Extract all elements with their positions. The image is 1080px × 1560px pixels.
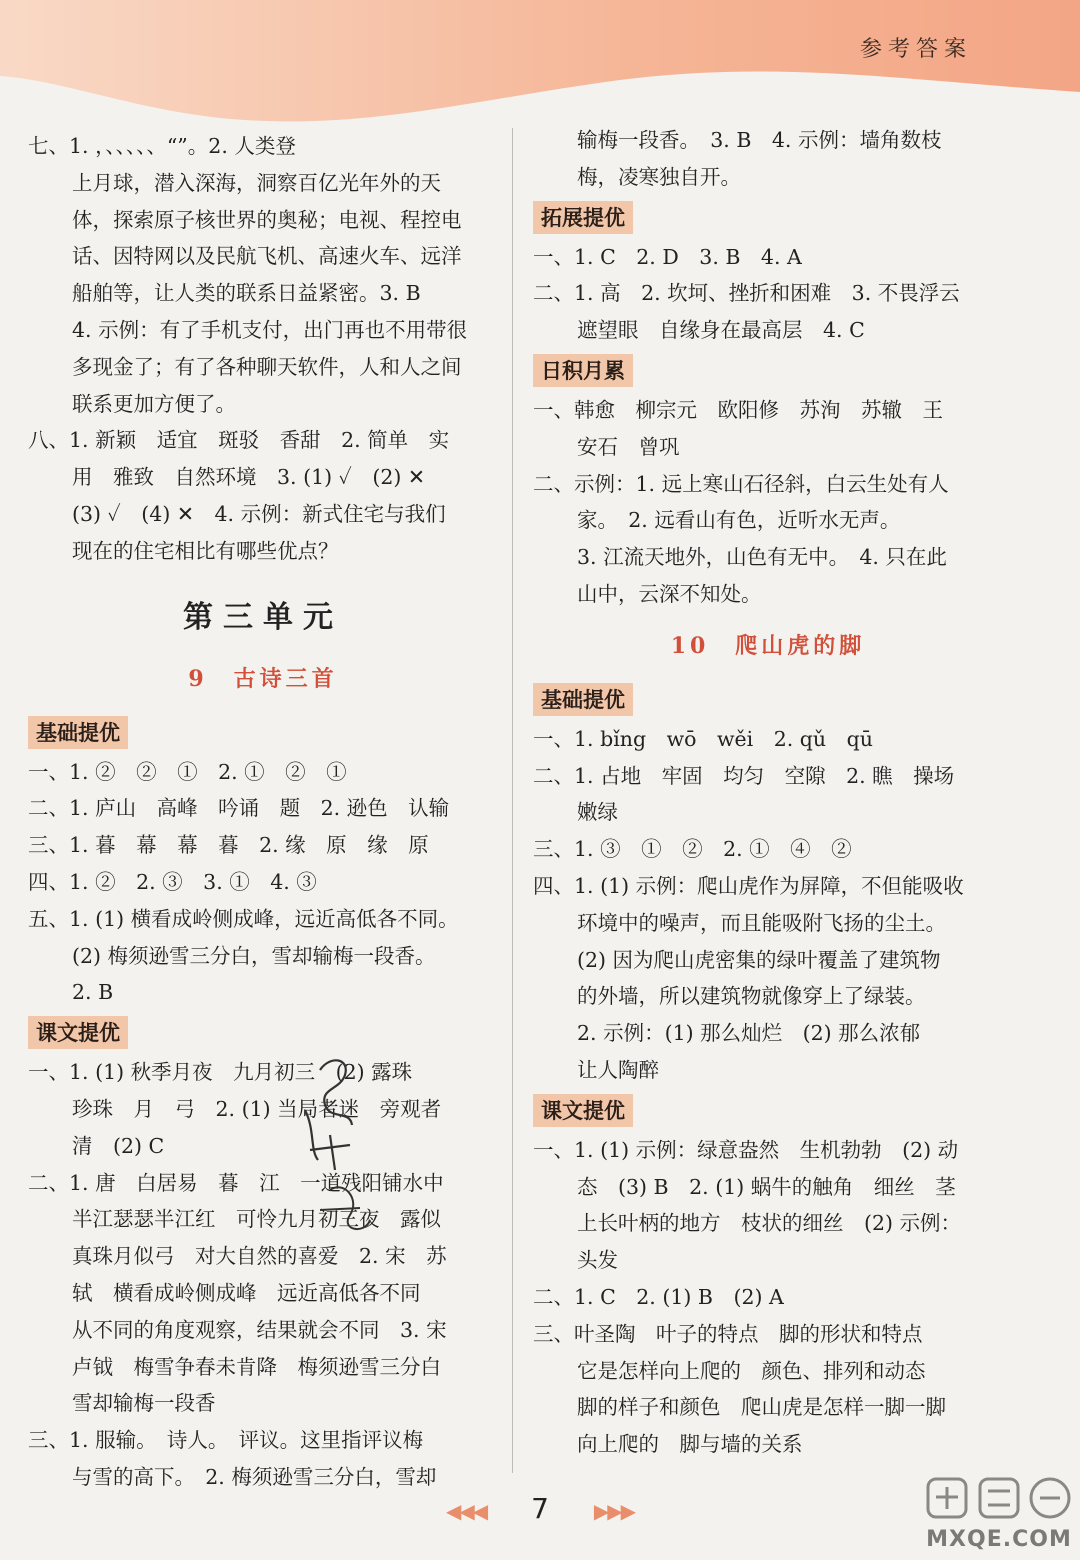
- text-line: 从不同的角度观察，结果就会不同 3. 宋: [72, 1317, 447, 1342]
- text-line: 多现金了；有了各种聊天软件，人和人之间: [72, 354, 462, 379]
- text-line: 三、1. ③ ① ② 2. ① ④ ②: [533, 837, 852, 862]
- text-line: 一、韩愈 柳宗元 欧阳修 苏洵 苏辙 王: [533, 397, 943, 422]
- text-line: (3) ✓ (4) ✕ 4. 示例：新式住宅与我们: [72, 501, 446, 526]
- text-line: 半江瑟瑟半江红 可怜九月初三夜 露似: [72, 1207, 441, 1232]
- header-band: [0, 0, 1080, 140]
- text-line: 卢钺 梅雪争春未肯降 梅须逊雪三分白: [72, 1354, 441, 1379]
- lesson-title: 9 古诗三首: [188, 665, 338, 692]
- text-line: 嫩绿: [577, 800, 618, 825]
- text-line: 脚的样子和颜色 爬山虎是怎样一脚一脚: [577, 1395, 946, 1420]
- text-line: 一、1. ② ② ① 2. ① ② ①: [28, 759, 347, 784]
- text-line: 雪却输梅一段香: [72, 1391, 216, 1416]
- text-line: 二、1. 高 2. 坎坷、挫折和困难 3. 不畏浮云: [533, 281, 960, 306]
- text-line: 真珠月似弓 对大自然的喜爱 2. 宋 苏: [72, 1244, 447, 1269]
- right-column: [533, 120, 1003, 1463]
- text-line: 向上爬的 脚与墙的关系: [577, 1432, 803, 1457]
- text-line: 清 (2) C: [72, 1133, 165, 1158]
- text-line: 话、因特网以及民航飞机、高速火车、远洋: [72, 244, 462, 269]
- text-line: 态 (3) B 2. (1) 蜗牛的触角 细丝 茎: [577, 1174, 956, 1199]
- text-line: (2) 梅须逊雪三分白，雪却输梅一段香。: [72, 943, 436, 968]
- section-tag: 课文提优: [28, 1016, 128, 1049]
- text-line: 联系更加方便了。: [72, 391, 236, 416]
- handwriting-scribble: [290, 1050, 400, 1250]
- column-divider: [512, 128, 513, 1473]
- next-arrows-icon: ▶▶▶: [593, 1499, 634, 1523]
- text-line: 2. 示例：(1) 那么灿烂 (2) 那么浓郁: [577, 1021, 921, 1046]
- header-wave: [0, 0, 1080, 140]
- text-line: 梅，凌寒独自开。: [577, 164, 741, 189]
- header-title: 参考答案: [859, 37, 972, 62]
- text-line: (2) 因为爬山虎密集的绿叶覆盖了建筑物: [577, 947, 941, 972]
- text-line: 的外墙，所以建筑物就像穿上了绿装。: [577, 984, 926, 1009]
- text-line: 二、示例：1. 远上寒山石径斜，白云生处有人: [533, 471, 949, 496]
- text-line: 与雪的高下。 2. 梅须逊雪三分白，雪却: [72, 1464, 437, 1489]
- text-line: 船舶等，让人类的联系日益紧密。3. B: [72, 281, 421, 306]
- text-line: 头发: [577, 1248, 618, 1273]
- text-line: 3. 江流天地外，山色有无中。 4. 只在此: [577, 545, 947, 570]
- text-line: 二、1. 庐山 高峰 吟诵 题 2. 逊色 认输: [28, 796, 450, 821]
- text-line: 四、1. (1) 示例：爬山虎作为屏障，不但能吸收: [533, 873, 964, 898]
- section-tag: 基础提优: [28, 716, 128, 749]
- section-tag: 日积月累: [533, 354, 633, 387]
- text-line: 输梅一段香。 3. B 4. 示例：墙角数枝: [577, 128, 942, 152]
- text-line: 让人陶醉: [577, 1057, 659, 1082]
- watermark-text: MXQE.COM: [926, 1527, 1072, 1552]
- watermark: [924, 1475, 1074, 1552]
- text-line: 一、1. (1) 示例：绿意盎然 生机勃勃 (2) 动: [533, 1137, 959, 1162]
- text-line: 环境中的噪声，而且能吸附飞扬的尘土。: [577, 910, 946, 935]
- text-line: 二、1. 占地 牢固 均匀 空隙 2. 瞧 操场: [533, 763, 955, 788]
- text-line: 它是怎样向上爬的 颜色、排列和动态: [577, 1358, 926, 1383]
- text-line: 七、1. ，、、、、、“”。2. 人类登: [28, 134, 296, 158]
- text-line: 安石 曾巩: [577, 434, 680, 459]
- page-nav: [0, 1492, 1080, 1525]
- text-line: 三、1. 暮 幕 幕 暮 2. 缘 原 缘 原: [28, 833, 429, 858]
- left-column: [28, 120, 498, 1496]
- text-line: 体，探索原子核世界的奥秘；电视、程控电: [72, 207, 462, 232]
- text-line: 山中，云深不知处。: [577, 581, 762, 606]
- section-tag: 基础提优: [533, 683, 633, 716]
- page-number: 7: [531, 1492, 549, 1525]
- text-line: 一、1. bǐng wō wěi 2. qǔ qū: [533, 726, 873, 751]
- text-line: 八、1. 新颖 适宜 斑驳 香甜 2. 简单 实: [28, 428, 450, 453]
- watermark-logo-icon: [924, 1475, 1074, 1523]
- text-line: 轼 横看成岭侧成峰 远近高低各不同: [72, 1280, 421, 1305]
- text-line: 上月球，潜入深海，洞察百亿光年外的天: [72, 170, 441, 195]
- text-line: 珍珠 月 弓 2. (1) 当局者迷 旁观者: [72, 1096, 442, 1121]
- text-line: 用 雅致 自然环境 3. (1) ✓ (2) ✕: [72, 465, 426, 490]
- lesson-title: 10 爬山虎的脚: [670, 632, 866, 659]
- text-line: 三、叶圣陶 叶子的特点 脚的形状和特点: [533, 1321, 923, 1346]
- text-line: 五、1. (1) 横看成岭侧成峰，远近高低各不同。: [28, 906, 459, 931]
- text-line: 上长叶柄的地方 枝状的细丝 (2) 示例：: [577, 1211, 962, 1236]
- text-line: 家。 2. 远看山有色，近听水无声。: [577, 508, 901, 533]
- text-line: 三、1. 服输。 诗人。 评议。这里指评议梅: [28, 1428, 424, 1453]
- text-line: 二、1. 唐 白居易 暮 江 一道残阳铺水中: [28, 1170, 444, 1195]
- text-line: 二、1. C 2. (1) B (2) A: [533, 1284, 784, 1309]
- text-line: 一、1. C 2. D 3. B 4. A: [533, 244, 802, 269]
- section-tag: 拓展提优: [533, 201, 633, 234]
- section-tag: 课文提优: [533, 1094, 633, 1127]
- prev-arrows-icon: ◀◀◀: [446, 1499, 487, 1523]
- text-line: 现在的住宅相比有哪些优点？: [72, 538, 339, 563]
- text-line: 一、1. (1) 秋季月夜 九月初三 (2) 露珠: [28, 1060, 413, 1085]
- text-line: 四、1. ② 2. ③ 3. ① 4. ③: [28, 869, 317, 894]
- text-line: 遮望眼 自缘身在最高层 4. C: [577, 318, 865, 343]
- unit-title: 第三单元: [183, 599, 343, 635]
- text-line: 2. B: [72, 980, 114, 1005]
- text-line: 4. 示例：有了手机支付，出门再也不用带很: [72, 317, 468, 342]
